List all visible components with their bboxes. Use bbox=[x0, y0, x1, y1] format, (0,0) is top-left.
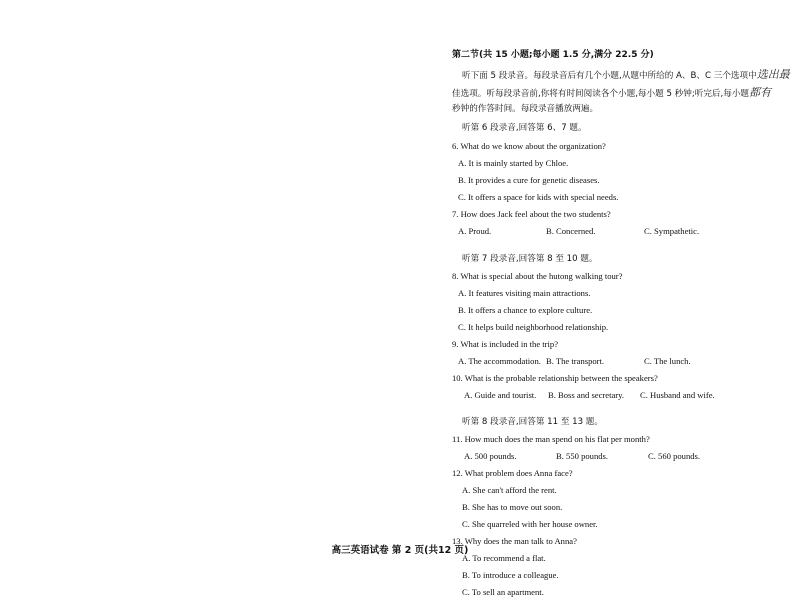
directions-line-2 bbox=[452, 87, 771, 99]
question-option: C. She quarreled with her house owner. bbox=[462, 519, 598, 529]
question-option: A. 500 pounds. bbox=[464, 451, 517, 461]
question-option: B. Boss and secretary. bbox=[548, 390, 625, 400]
question-option: B. 550 pounds. bbox=[556, 451, 609, 461]
question-stem: 12. What problem does Anna face? bbox=[452, 468, 573, 478]
directions-line-3: 秒钟的作答时间。每段录音播放两遍。 bbox=[452, 104, 599, 114]
question-stem: 13. Why does the man talk to Anna? bbox=[452, 536, 577, 546]
question-option: B. The transport. bbox=[546, 356, 605, 366]
question-option: A. To recommend a flat. bbox=[462, 553, 546, 563]
question-option: C. To sell an apartment. bbox=[462, 587, 544, 597]
question-option: B. To introduce a colleague. bbox=[462, 570, 559, 580]
question-option: C. Sympathetic. bbox=[644, 226, 700, 236]
group-prompt: 听第 7 段录音,回答第 8 至 10 题。 bbox=[462, 254, 598, 264]
question-option: C. It offers a space for kids with special needs. bbox=[458, 192, 619, 202]
group-prompt: 听第 8 段录音,回答第 11 至 13 题。 bbox=[462, 417, 603, 427]
question-stem: 8. What is special about the hutong walking tour? bbox=[452, 271, 623, 281]
directions-text-2: 佳选项。听每段录音前,你将有时间阅读各个小题,每小题 5 秒钟;听完后,每小题 bbox=[452, 89, 750, 99]
question-option: A. The accommodation. bbox=[458, 356, 541, 366]
question-option: B. She has to move out soon. bbox=[462, 502, 563, 512]
question-option: C. 560 pounds. bbox=[648, 451, 701, 461]
question-option: C. It helps build neighborhood relationship. bbox=[458, 322, 609, 332]
question-option: B. It offers a chance to explore culture. bbox=[458, 305, 593, 315]
section-title: 第二节(共 15 小题;每小题 1.5 分,满分 22.5 分) bbox=[452, 50, 654, 60]
question-option: C. The lunch. bbox=[644, 356, 691, 366]
blank-left-page bbox=[0, 0, 420, 566]
question-stem: 10. What is the probable relationship between the speakers? bbox=[452, 373, 658, 383]
question-option: B. It provides a cure for genetic diseases. bbox=[458, 175, 600, 185]
group-prompt: 听第 6 段录音,回答第 6、7 题。 bbox=[462, 123, 587, 133]
question-option: A. Guide and tourist. bbox=[464, 390, 537, 400]
directions-line-1 bbox=[462, 69, 790, 81]
question-option: A. It is mainly started by Chloe. bbox=[458, 158, 569, 168]
page-footer: 高三英语试卷 第 2 页(共12 页) bbox=[331, 545, 469, 556]
handwritten-note-1: 选出最 bbox=[756, 68, 790, 81]
question-stem: 6. What do we know about the organization? bbox=[452, 141, 606, 151]
question-stem: 9. What is included in the trip? bbox=[452, 339, 559, 349]
question-stem: 7. How does Jack feel about the two students? bbox=[452, 209, 611, 219]
directions-text-1: 听下面 5 段录音。每段录音后有几个小题,从题中所给的 A、B、C 三个选项中 bbox=[462, 71, 757, 81]
question-option: A. Proud. bbox=[458, 226, 492, 236]
question-option: C. Husband and wife. bbox=[640, 390, 715, 400]
question-stem: 11. How much does the man spend on his flat per month? bbox=[452, 434, 650, 444]
handwritten-note-2: 都有 bbox=[749, 86, 772, 99]
question-option: A. She can't afford the rent. bbox=[462, 485, 557, 495]
question-option: A. It features visiting main attractions. bbox=[458, 288, 591, 298]
question-option: B. Concerned. bbox=[546, 226, 596, 236]
